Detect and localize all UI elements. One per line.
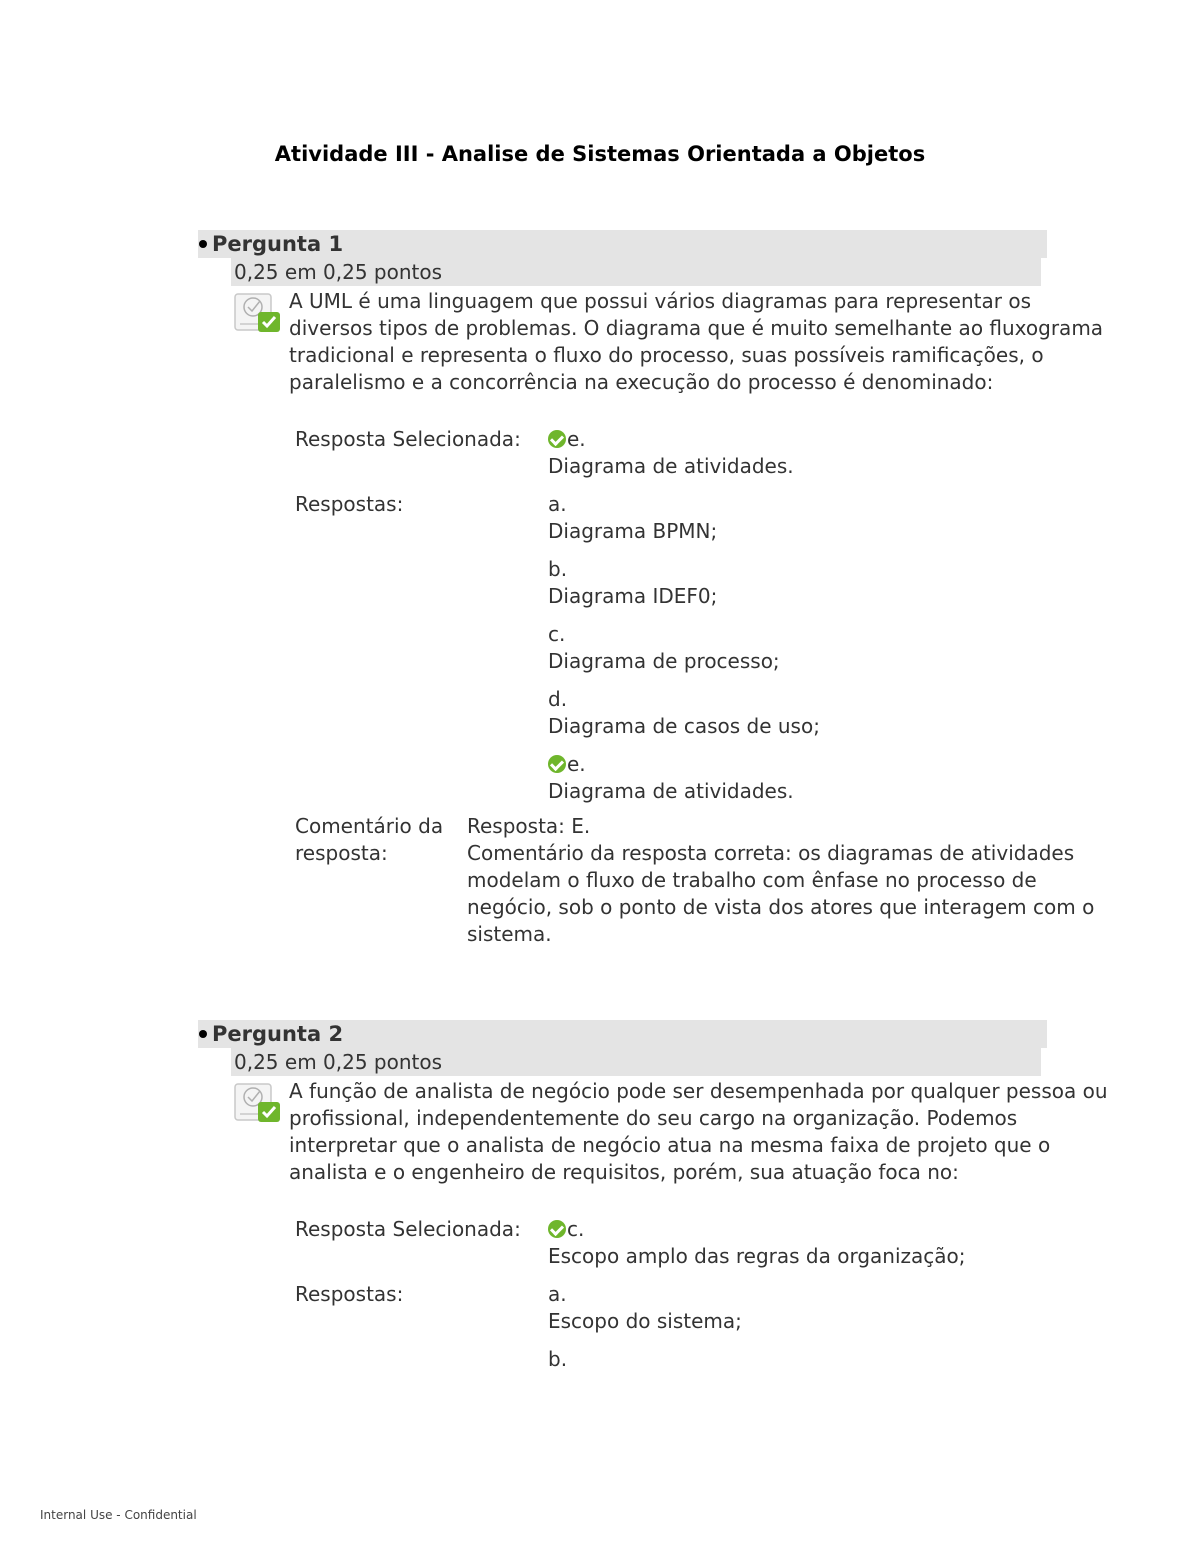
answers-label: Respostas: (295, 1282, 404, 1306)
comment-label (295, 813, 460, 867)
question-1 (198, 230, 1118, 948)
question-2 (198, 1020, 1118, 1384)
answer-text: Escopo do sistema; (548, 1309, 742, 1333)
selected-answer-label: Resposta Selecionada: (295, 427, 521, 451)
answer-option (548, 1346, 1118, 1373)
answer-letter: c. (548, 622, 566, 646)
graded-correct-icon (234, 1080, 282, 1124)
answer-letter: e. (567, 752, 586, 776)
page-title: Atividade III - Analise de Sistemas Orientada a Objetos (274, 142, 926, 166)
answer-option (548, 1281, 1118, 1335)
correct-check-icon (548, 1220, 566, 1238)
selected-answer-letter: e. (567, 427, 586, 451)
answer-option (548, 621, 1118, 675)
answer-table (198, 1216, 1118, 1373)
answer-option (548, 556, 1118, 610)
question-text: A UML é uma linguagem que possui vários diagramas para representar os diversos tipos de problemas. O diagrama que é muito semelhante ao fluxograma tradicional e representa o fluxo do processo, suas possíveis ramificações, o paralelismo e a concorrência na execução do processo é denominado: (289, 289, 1104, 394)
question-text: A função de analista de negócio pode ser desempenhada por qualquer pessoa ou profissional, independentemente do seu cargo na organização. Podemos interpretar que o analista de negócio atua na mesma faixa de projeto que o analista e o engenheiro de requisitos, porém, sua atuação foca no: (289, 1079, 1108, 1184)
question-heading: Pergunta 2 (212, 1022, 344, 1046)
selected-answer-text: Diagrama de atividades. (548, 454, 794, 478)
correct-check-icon (548, 430, 566, 448)
question-header (198, 1020, 1047, 1048)
selected-answer-label: Resposta Selecionada: (295, 1217, 521, 1241)
answer-letter: d. (548, 687, 568, 711)
answer-text: Diagrama de atividades. (548, 779, 794, 803)
answer-text: Diagrama BPMN; (548, 519, 718, 543)
answer-option-correct (548, 751, 1118, 805)
question-score: 0,25 em 0,25 pontos (231, 1048, 1041, 1076)
bullet-icon (199, 240, 207, 248)
confidentiality-footer: Internal Use - Confidential (40, 1508, 197, 1522)
bullet-icon (199, 1030, 207, 1038)
comment-label-line: Comentário da (295, 814, 444, 838)
answer-text: Diagrama de processo; (548, 649, 780, 673)
comment-answer: Resposta: E. (467, 814, 591, 838)
selected-answer-text: Escopo amplo das regras da organização; (548, 1244, 966, 1268)
selected-answer-letter: c. (567, 1217, 585, 1241)
answers-label: Respostas: (295, 492, 404, 516)
answer-option (548, 491, 1118, 545)
answer-option (548, 686, 1118, 740)
answer-letter: b. (548, 1347, 568, 1371)
correct-check-icon (548, 755, 566, 773)
comment-text: Comentário da resposta correta: os diagramas de atividades modelam o fluxo de trabalho com ênfase no processo de negócio, sob o ponto de vista dos atores que interagem com o sistema. (467, 841, 1095, 946)
answer-letter: a. (548, 492, 567, 516)
graded-correct-icon (234, 290, 282, 334)
question-heading: Pergunta 1 (212, 232, 344, 256)
comment-label-line: resposta: (295, 841, 388, 865)
answer-letter: b. (548, 557, 568, 581)
answer-table (198, 426, 1118, 948)
answer-letter: a. (548, 1282, 567, 1306)
answer-text: Diagrama de casos de uso; (548, 714, 820, 738)
question-score: 0,25 em 0,25 pontos (231, 258, 1041, 286)
question-header (198, 230, 1047, 258)
answer-text: Diagrama IDEF0; (548, 584, 718, 608)
